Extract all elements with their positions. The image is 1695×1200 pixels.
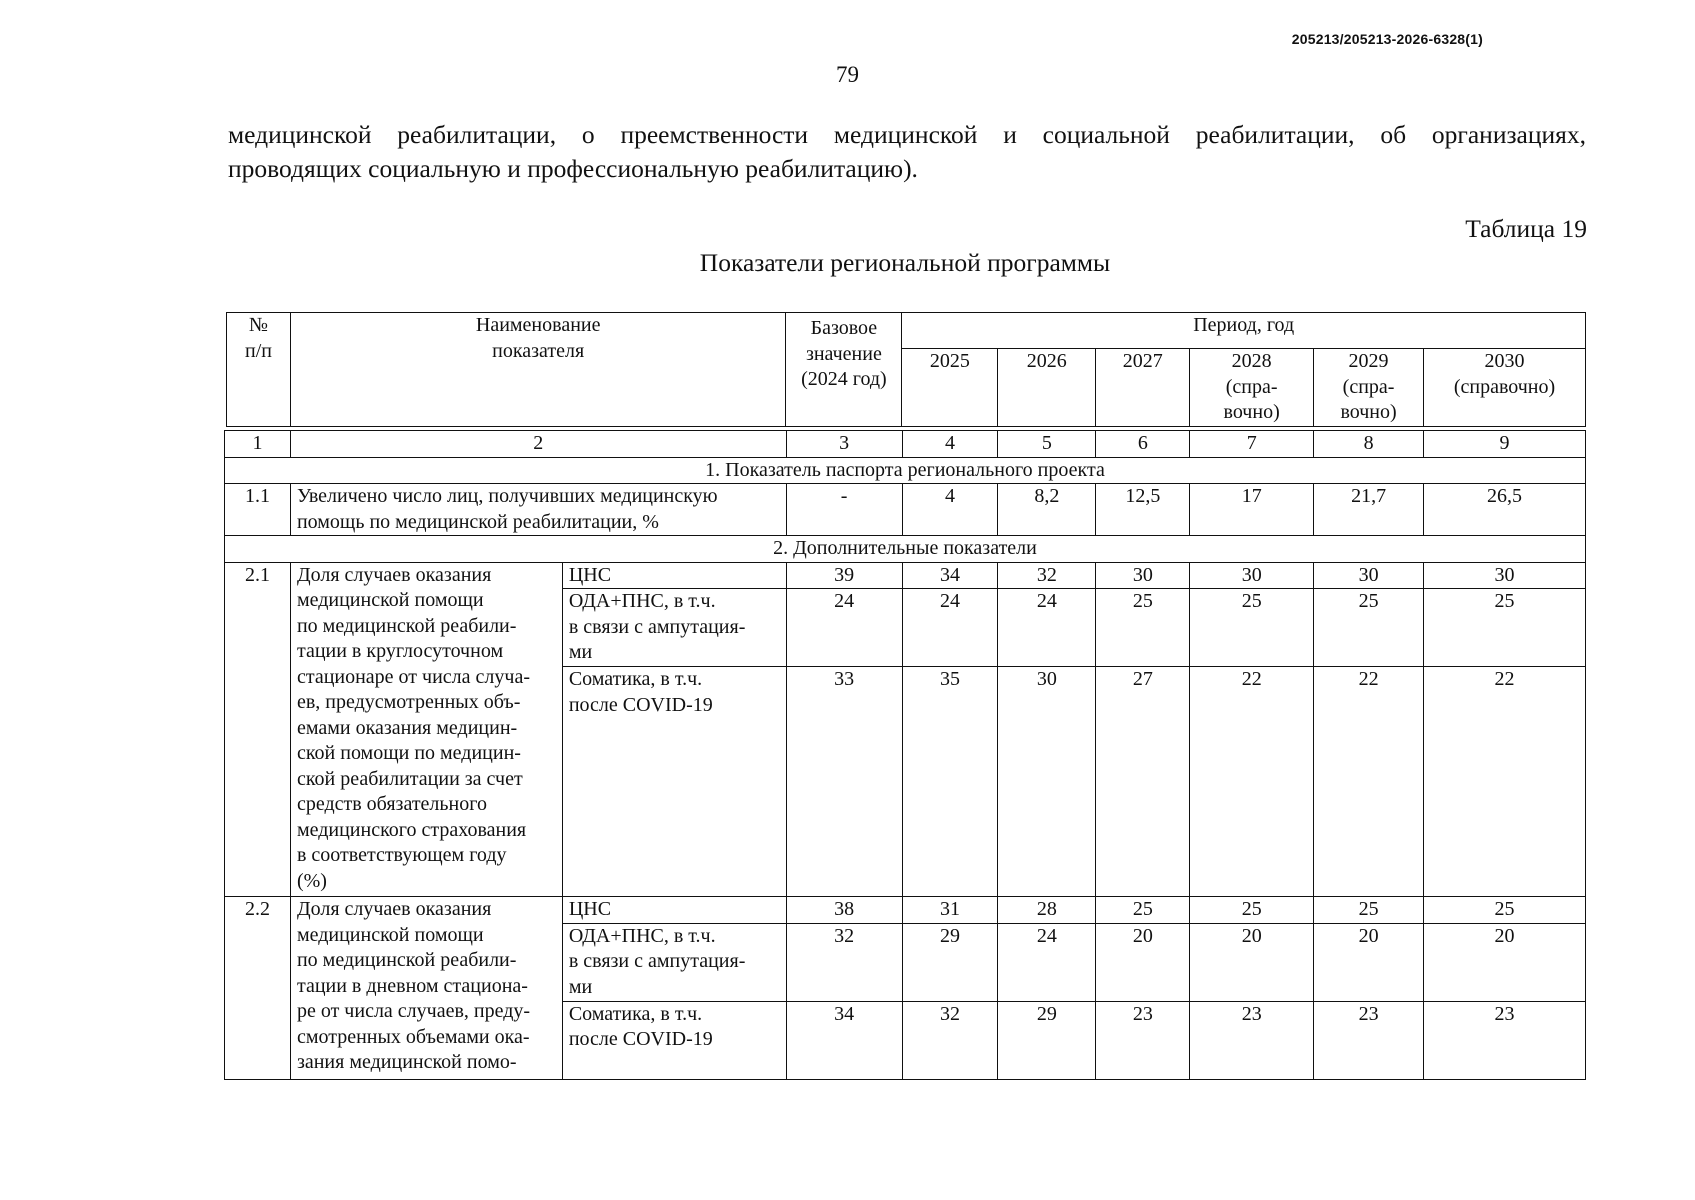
value-2027: 25: [1096, 897, 1190, 924]
value-2030: 22: [1424, 667, 1586, 897]
value-2028: 25: [1190, 589, 1314, 667]
value-2026: 29: [998, 1001, 1096, 1079]
value-2029: 23: [1314, 1001, 1424, 1079]
value-2028: 25: [1190, 897, 1314, 924]
header-year-2027: 2027: [1096, 349, 1190, 427]
page-number: 79: [836, 62, 859, 87]
value-2028: 30: [1190, 562, 1314, 589]
value-base: 34: [786, 1001, 902, 1079]
table-row: [225, 897, 1586, 924]
sub-label: Соматика, в т.ч. после COVID-19: [562, 667, 786, 897]
value-base: 39: [786, 562, 902, 589]
value-2029: 25: [1314, 589, 1424, 667]
value-2025: 34: [902, 562, 998, 589]
value-2027: 25: [1096, 589, 1190, 667]
row-num: 2.2: [225, 897, 291, 1080]
col-number: 5: [998, 431, 1096, 458]
value-base: 33: [786, 667, 902, 897]
header-num: № п/п: [227, 313, 291, 427]
value-2030: 30: [1424, 562, 1586, 589]
row-name: Увеличено число лиц, получивших медицинскую помощь по медицинской реабилитации, %: [290, 484, 786, 536]
col-number: 9: [1424, 431, 1586, 458]
header-year-2030: 2030 (справочно): [1424, 349, 1586, 427]
header-year-2028: 2028 (спра- вочно): [1190, 349, 1314, 427]
value-2029: 30: [1314, 562, 1424, 589]
value-2028: 20: [1190, 923, 1314, 1001]
sub-label: ОДА+ПНС, в т.ч. в связи с ампутация- ми: [562, 923, 786, 1001]
value-2026: 32: [998, 562, 1096, 589]
value-2025: 31: [902, 897, 998, 924]
value-base: 24: [786, 589, 902, 667]
table-row: [225, 484, 1586, 536]
sub-label: ОДА+ПНС, в т.ч. в связи с ампутация- ми: [562, 589, 786, 667]
value-2025: 4: [902, 484, 998, 536]
value-base: 38: [786, 897, 902, 924]
col-number: 6: [1096, 431, 1190, 458]
col-number: 8: [1314, 431, 1424, 458]
table-body: [224, 430, 1586, 1080]
row-num: 1.1: [225, 484, 291, 536]
section-1-title: 1. Показатель паспорта регионального проекта: [225, 457, 1586, 484]
value-2025: 29: [902, 923, 998, 1001]
value-2028: 23: [1190, 1001, 1314, 1079]
value-base: -: [786, 484, 902, 536]
value-2028: 22: [1190, 667, 1314, 897]
value-2025: 35: [902, 667, 998, 897]
table-header: [226, 312, 1586, 427]
table-label: Таблица 19: [1465, 214, 1587, 243]
value-2028: 17: [1190, 484, 1314, 536]
column-numbers-row: [225, 431, 1586, 458]
value-2029: 20: [1314, 923, 1424, 1001]
sub-label: Соматика, в т.ч. после COVID-19: [562, 1001, 786, 1079]
intro-line-2: проводящих социальную и профессиональную реабилитацию).: [228, 154, 918, 183]
value-2030: 25: [1424, 589, 1586, 667]
col-number: 4: [902, 431, 998, 458]
value-2027: 30: [1096, 562, 1190, 589]
value-2029: 22: [1314, 667, 1424, 897]
value-2029: 25: [1314, 897, 1424, 924]
value-base: 32: [786, 923, 902, 1001]
value-2025: 32: [902, 1001, 998, 1079]
value-2029: 21,7: [1314, 484, 1424, 536]
table-title: Показатели региональной программы: [699, 248, 1111, 277]
value-2030: 23: [1424, 1001, 1586, 1079]
col-number: 2: [290, 431, 786, 458]
value-2026: 8,2: [998, 484, 1096, 536]
value-2026: 24: [998, 923, 1096, 1001]
value-2027: 12,5: [1096, 484, 1190, 536]
row-name: Доля случаев оказания медицинской помощи по медицинской реабили- тации в дневном стациона- ре от числа случаев, преду- смотренных объемами ока- зания медицинской помо-: [290, 897, 562, 1080]
col-number: 3: [786, 431, 902, 458]
value-2027: 20: [1096, 923, 1190, 1001]
value-2026: 28: [998, 897, 1096, 924]
header-base: Базовое значение (2024 год): [786, 313, 902, 427]
value-2026: 30: [998, 667, 1096, 897]
header-name: Наименование показателя: [290, 313, 785, 427]
intro-paragraph: [228, 118, 1586, 186]
value-2025: 24: [902, 589, 998, 667]
table-row: [225, 562, 1586, 589]
header-year-2029: 2029 (спра- вочно): [1314, 349, 1424, 427]
sub-label: ЦНС: [562, 897, 786, 924]
sub-label: ЦНС: [562, 562, 786, 589]
row-num: 2.1: [225, 562, 291, 897]
value-2026: 24: [998, 589, 1096, 667]
intro-line-1: медицинской реабилитации, о преемственности медицинской и социальной реабилитации, об организациях,: [228, 120, 1586, 149]
value-2027: 23: [1096, 1001, 1190, 1079]
header-period: Период, год: [902, 313, 1586, 349]
col-number: 7: [1190, 431, 1314, 458]
header-year-2025: 2025: [902, 349, 998, 427]
document-id: 205213/205213-2026-6328(1): [1291, 31, 1483, 47]
header-year-2026: 2026: [998, 349, 1096, 427]
col-number: 1: [225, 431, 291, 458]
value-2030: 25: [1424, 897, 1586, 924]
value-2030: 20: [1424, 923, 1586, 1001]
value-2027: 27: [1096, 667, 1190, 897]
section-2-title: 2. Дополнительные показатели: [225, 536, 1586, 563]
value-2030: 26,5: [1424, 484, 1586, 536]
row-name: Доля случаев оказания медицинской помощи по медицинской реабили- тации в круглосуточном стационаре от числа случа- ев, предусмотренных объ- емами оказания медицин- ской помощи по медицин- ской реабилитации за счет средств обязательного медицинского страхования в соответствующем году (%): [290, 562, 562, 897]
